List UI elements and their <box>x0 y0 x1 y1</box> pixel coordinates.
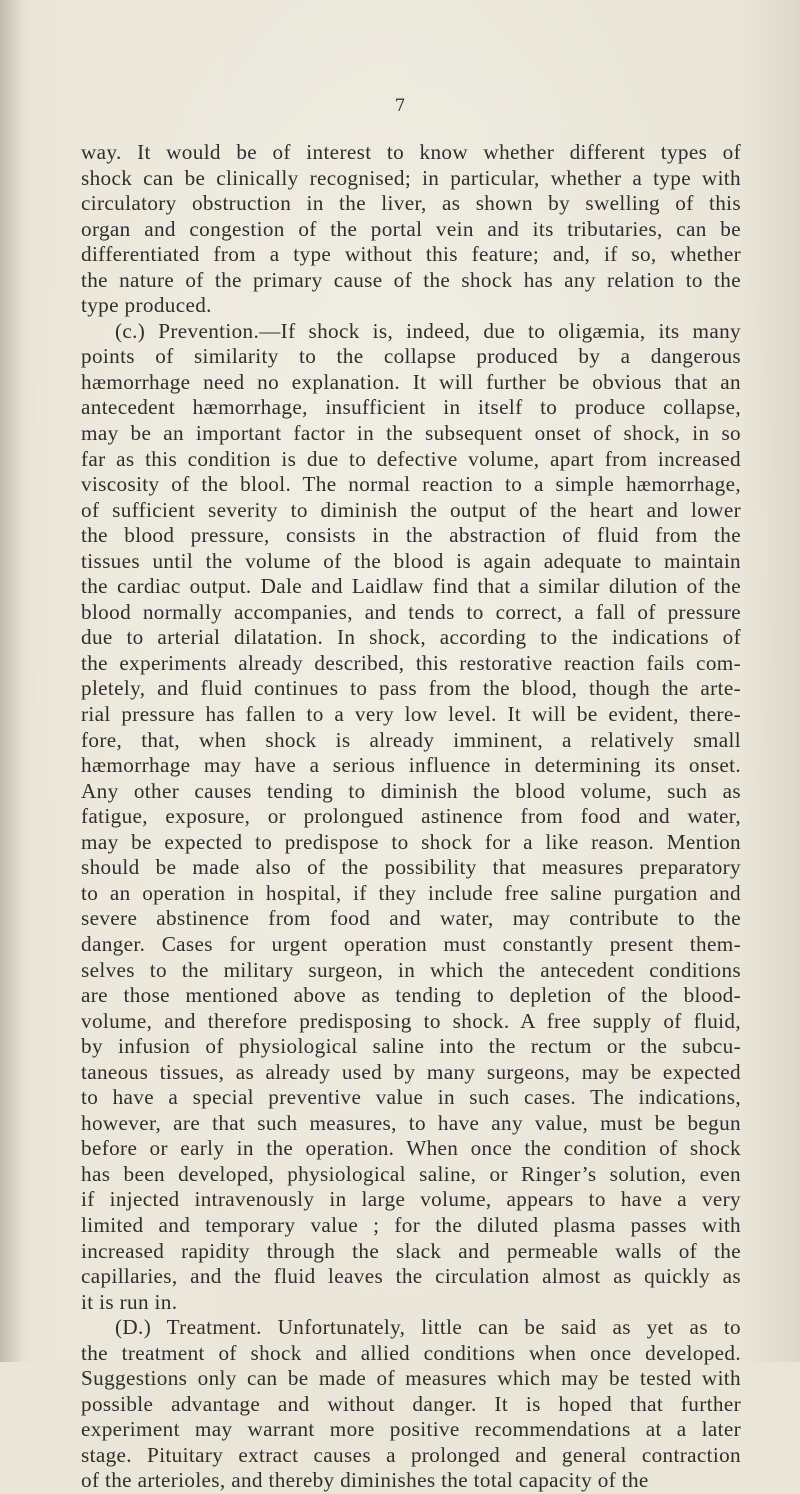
text-line: fore, that, when shock is already imminent, a relatively small <box>81 727 741 752</box>
text-line: way. It would be of interest to know whether different types of <box>81 140 741 164</box>
text-line: hæmorrhage need no explanation. It will further be obvious that an <box>81 369 741 394</box>
text-line: of sufficient severity to diminish the output of the heart and lower <box>81 497 741 522</box>
text-line: rial pressure has fallen to a very low level. It will be evident, there- <box>81 702 741 727</box>
text-line: to have a special preventive value in such cases. The indications, <box>81 1085 741 1110</box>
text-line: increased rapidity through the slack and permeable walls of the <box>81 1238 741 1263</box>
text-line: taneous tissues, as already used by many surgeons, may be expected <box>81 1059 741 1084</box>
text-line: points of similarity to the collapse produced by a dangerous <box>81 344 741 369</box>
text-line: experiment may warrant more positive recommendations at a later <box>81 1417 741 1442</box>
text-line: hæmorrhage may have a serious influence in determining its onset. <box>81 753 741 778</box>
text-line: the cardiac output. Dale and Laidlaw find that a similar dilution of the <box>81 574 741 599</box>
text-line: are those mentioned above as tending to depletion of the blood- <box>81 983 741 1008</box>
text-line: antecedent hæmorrhage, insufficient in itself to produce collapse, <box>81 395 741 420</box>
text-line: (c.) Prevention.—If shock is, indeed, due to oligæmia, its many <box>115 318 741 343</box>
text-line: to an operation in hospital, if they include free saline purgation and <box>81 880 741 905</box>
page-number: 7 <box>394 96 406 116</box>
text-line: it is run in. <box>81 1289 178 1314</box>
text-line: if injected intravenously in large volume, appears to have a very <box>81 1187 741 1212</box>
text-line: Any other causes tending to diminish the blood volume, such as <box>81 778 741 803</box>
text-line: shock can be clinically recognised; in particular, whether a type with <box>81 165 741 190</box>
body-text <box>81 140 741 1494</box>
text-line: the nature of the primary cause of the shock has any relation to the <box>81 267 741 292</box>
text-line: the treatment of shock and allied conditions when once developed. <box>81 1340 741 1365</box>
text-line: may be an important factor in the subsequent onset of shock, in so <box>81 421 741 446</box>
text-line: limited and temporary value ; for the diluted plasma passes with <box>81 1212 741 1237</box>
text-line: has been developed, physiological saline, or Ringer’s solution, even <box>81 1161 741 1186</box>
text-line: fatigue, exposure, or prolongued astinence from food and water, <box>81 804 741 829</box>
text-line: blood normally accompanies, and tends to correct, a fall of pressure <box>81 599 741 624</box>
text-line: type produced. <box>81 293 212 318</box>
text-line: far as this condition is due to defective volume, apart from increased <box>81 446 741 471</box>
text-line: (D.) Treatment. Unfortunately, little can be said as yet as to <box>115 1315 741 1340</box>
text-line: volume, and therefore predisposing to shock. A free supply of fluid, <box>81 1008 741 1033</box>
text-line: pletely, and fluid continues to pass from the blood, though the arte- <box>81 676 741 701</box>
text-line: danger. Cases for urgent operation must constantly present them- <box>81 931 741 956</box>
text-line: of the arterioles, and thereby diminishes the total capacity of the <box>81 1468 649 1493</box>
text-line: possible advantage and without danger. It is hoped that further <box>81 1391 741 1416</box>
text-line: due to arterial dilatation. In shock, according to the indications of <box>81 625 741 650</box>
text-line: by infusion of physiological saline into the rectum or the subcu- <box>81 1034 741 1059</box>
text-line: Suggestions only can be made of measures which may be tested with <box>81 1366 741 1391</box>
text-line: may be expected to predispose to shock for a like reason. Mention <box>81 829 741 854</box>
text-line: however, are that such measures, to have any value, must be begun <box>81 1110 741 1135</box>
text-line: selves to the military surgeon, in which the antecedent conditions <box>81 957 741 982</box>
text-line: circulatory obstruction in the liver, as shown by swelling of this <box>81 191 741 216</box>
text-line: tissues until the volume of the blood is again adequate to maintain <box>81 548 741 573</box>
text-line: organ and congestion of the portal vein and its tributaries, can be <box>81 216 741 241</box>
text-line: before or early in the operation. When once the condition of shock <box>81 1136 741 1161</box>
text-line: stage. Pituitary extract causes a prolonged and general contraction <box>81 1442 741 1467</box>
text-line: viscosity of the blool. The normal reaction to a simple hæmorrhage, <box>81 472 741 497</box>
text-line: should be made also of the possibility that measures preparatory <box>81 855 741 880</box>
text-line: the blood pressure, consists in the abstraction of fluid from the <box>81 523 741 548</box>
text-line: severe abstinence from food and water, may contribute to the <box>81 906 741 931</box>
page-edge-shadow <box>0 0 22 1362</box>
text-line: the experiments already described, this restorative reaction fails com- <box>81 650 741 675</box>
text-line: capillaries, and the fluid leaves the circulation almost as quickly as <box>81 1264 741 1289</box>
text-line: differentiated from a type without this feature; and, if so, whether <box>81 242 741 267</box>
